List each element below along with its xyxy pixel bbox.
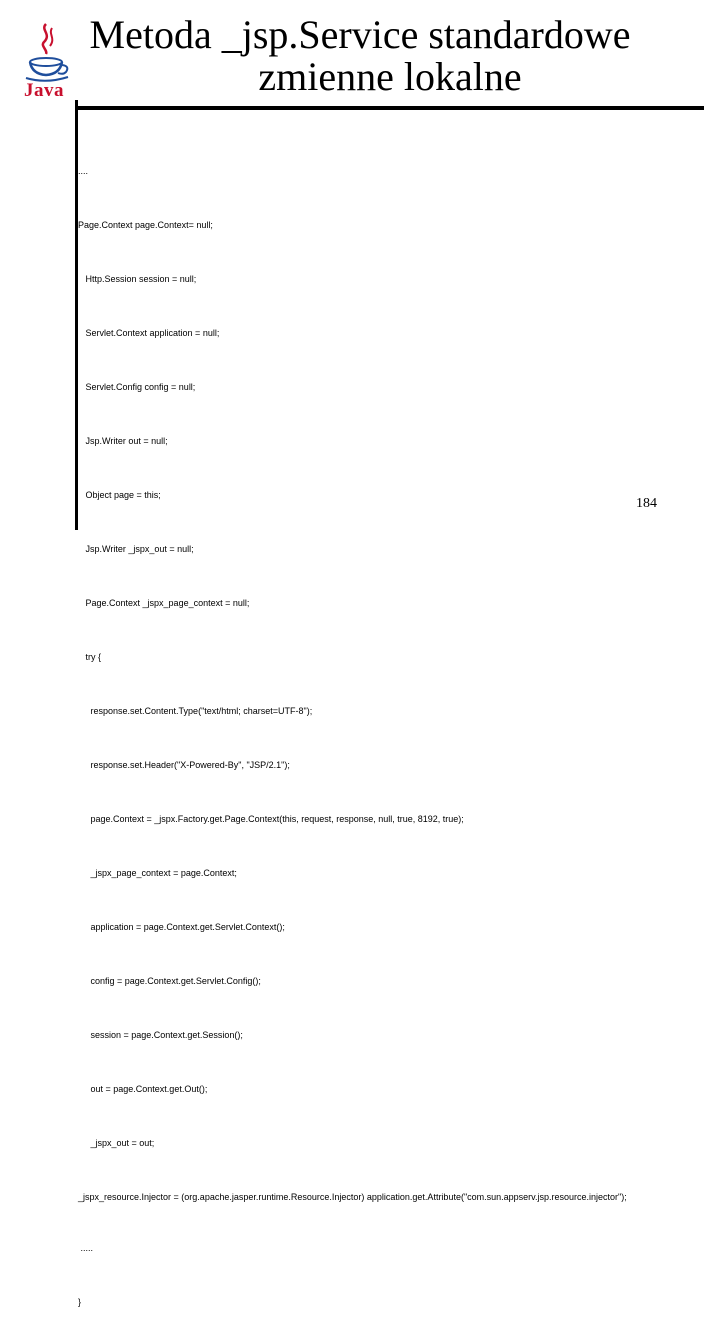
code-line: _jspx_out = out; [78,1138,155,1148]
code-line: try { [78,652,102,662]
code-line: ..... [78,1243,94,1253]
java-logo-text: Java [24,80,64,101]
code-line: _jspx_page_context = page.Context; [78,868,237,878]
code-line: response.set.Header("X-Powered-By", "JSP/2.1"); [78,760,290,770]
slide-title [60,14,720,98]
title-line-2: zmienne lokalne [258,54,522,99]
code-line: response.set.Content.Type("text/html; charset=UTF-8"); [78,706,313,716]
code-line: Object page = this; [78,490,161,500]
code-line: .... [78,166,89,176]
code-line: Jsp.Writer _jspx_out = null; [78,544,194,554]
code-line: Page.Context _jspx_page_context = null; [78,598,250,608]
code-line: Servlet.Config config = null; [78,382,196,392]
code-line: Http.Session session = null; [78,274,197,284]
code-line: out = page.Context.get.Out(); [78,1084,208,1094]
code-line: application = page.Context.get.Servlet.Context(); [78,922,285,932]
title-underline [75,106,704,110]
code-line: Servlet.Context application = null; [78,328,220,338]
code-line: Jsp.Writer out = null; [78,436,168,446]
code-line: session = page.Context.get.Session(); [78,1030,243,1040]
code-line: config = page.Context.get.Servlet.Config(); [78,976,261,986]
title-line-1: Metoda _jsp.Service standardowe [89,12,631,57]
code-block [78,126,688,1329]
code-line: Page.Context page.Context= null; [78,220,213,230]
code-line: } [78,1297,82,1307]
page-number: 184 [636,496,657,511]
code-line: page.Context = _jspx.Factory.get.Page.Context(this, request, response, null, true, 8192, true); [78,814,464,824]
code-line-wrapped: _jspx_resource.Injector = (org.apache.jasper.runtime.Resource.Injector) application.get.Attribute("com.sun.appserv.jsp.resource.injector"); [78,1192,627,1202]
